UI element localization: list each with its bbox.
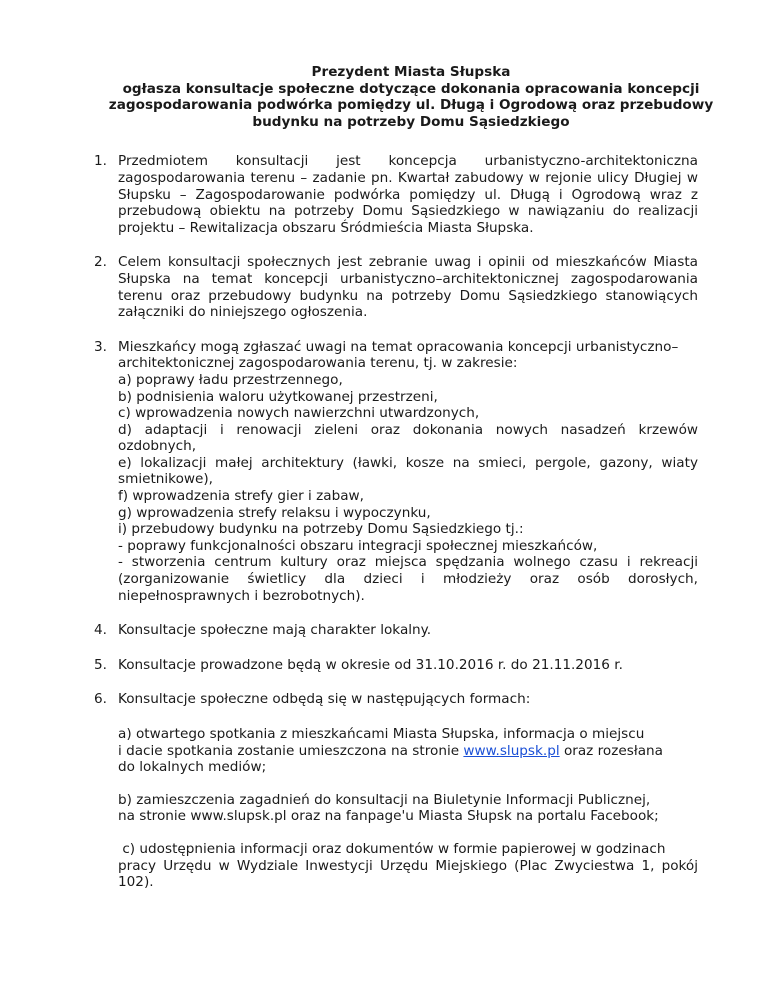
form-line: c) udostępnienia informacji oraz dokumentów w formie papierowej w godzinach <box>118 840 666 857</box>
form-line: pracy Urzędu w Wydziale Inwestycji Urzędu Miejskiego (Plac Zwyciestwa 1, pokój 102). <box>118 857 698 891</box>
form-text: i dacie spotkania zostanie umieszczona na stronie <box>118 742 464 759</box>
item-number: 4. <box>94 622 107 639</box>
form-item <box>118 841 698 891</box>
scope-point: d) adaptacji i renowacji zieleni oraz dokonania nowych nasadzeń krzewów ozdobnych, <box>118 421 698 455</box>
form-item <box>118 726 698 776</box>
scope-point: a) poprawy ładu przestrzennego, <box>118 371 343 388</box>
scope-point: f) wprowadzenia strefy gier i zabaw, <box>118 488 365 505</box>
item-text: Konsultacje prowadzone będą w okresie od 31.10.2016 r. do 21.11.2016 r. <box>118 656 623 673</box>
item-number: 2. <box>94 254 107 271</box>
title-line: ogłasza konsultacje społeczne dotyczące dokonania opracowania koncepcji <box>122 80 700 97</box>
document-title <box>84 64 738 130</box>
item-number: 6. <box>94 691 107 708</box>
scope-subpoint: - poprawy funkcjonalności obszaru integracji społecznej mieszkańców, <box>118 537 598 554</box>
list-item <box>94 691 698 890</box>
list-item <box>94 622 698 639</box>
numbered-list <box>94 153 698 890</box>
form-line: a) otwartego spotkania z mieszkańcami Miasta Słupska, informacja o miejscu <box>118 726 645 742</box>
item-text: Konsultacje społeczne odbędą się w następujących formach: <box>118 691 531 708</box>
form-line <box>118 743 698 760</box>
title-line: budynku na potrzeby Domu Sąsiedzkiego <box>252 113 570 130</box>
item-text: Przedmiotem konsultacji jest koncepcja urbanistyczno-architektoniczna zagospodarowania terenu – zadanie pn. Kwartał zabudowy w rejonie ulicy Długiej w Słupsku – Zagospodarowanie podwórka pomiędzy ul. Długą i Ogrodową wraz z przebudową obiektu na potrzeby Domu Sąsiedzkiego w nawiązaniu do realizacji projektu – Rewitalizacja obszaru Śródmieścia Miasta Słupska. <box>118 153 698 236</box>
scope-point: e) lokalizacji małej architektury (ławki, kosze na smieci, pergole, gazony, wiaty smietnikowe), <box>118 454 698 488</box>
website-link[interactable]: www.slupsk.pl <box>463 742 560 759</box>
list-item <box>94 153 698 236</box>
scope-point: i) przebudowy budynku na potrzeby Domu Sąsiedzkiego tj.: <box>118 521 524 538</box>
title-line: Prezydent Miasta Słupska <box>311 64 511 80</box>
scope-point: c) wprowadzenia nowych nawierzchni utwardzonych, <box>118 405 480 422</box>
item-intro: Mieszkańcy mogą zgłaszać uwagi na temat opracowania koncepcji urbanistyczno–architektonicznej zagospodarowania terenu, tj. w zakresie: <box>118 338 679 372</box>
form-item <box>118 792 698 825</box>
item-number: 5. <box>94 656 107 673</box>
item-number: 1. <box>94 153 107 170</box>
form-line: na stronie www.slupsk.pl oraz na fanpage'u Miasta Słupsk na portalu Facebook; <box>118 808 659 825</box>
list-item <box>94 254 698 320</box>
list-item <box>94 339 698 605</box>
title-line: zagospodarowania podwórka pomiędzy ul. Długą i Ogrodową oraz przebudowy <box>108 97 714 114</box>
form-line: b) zamieszczenia zagadnień do konsultacji na Biuletynie Informacji Publicznej, <box>118 791 651 808</box>
form-text: oraz rozesłana <box>559 742 663 759</box>
item-text: Celem konsultacji społecznych jest zebranie uwag i opinii od mieszkańców Miasta Słupska na temat koncepcji urbanistyczno–architektonicznej zagospodarowania terenu oraz przebudowy budynku na potrzeby Domu Sąsiedzkiego stanowiących załączniki do niniejszego ogłoszenia. <box>118 254 698 321</box>
consultation-forms <box>118 726 698 891</box>
form-line: do lokalnych mediów; <box>118 759 267 776</box>
scope-point: b) podnisienia waloru użytkowanej przestrzeni, <box>118 388 438 405</box>
list-item <box>94 657 698 674</box>
item-text: Konsultacje społeczne mają charakter lokalny. <box>118 622 432 639</box>
item-number: 3. <box>94 338 107 355</box>
scope-point: g) wprowadzenia strefy relaksu i wypoczynku, <box>118 504 431 521</box>
scope-subpoint: - stworzenia centrum kultury oraz miejsca spędzania wolnego czasu i rekreacji (zorganizowanie świetlicy dla dzieci i młodzieży oraz osób dorosłych, niepełnosprawnych i bezrobotnych). <box>118 554 698 604</box>
